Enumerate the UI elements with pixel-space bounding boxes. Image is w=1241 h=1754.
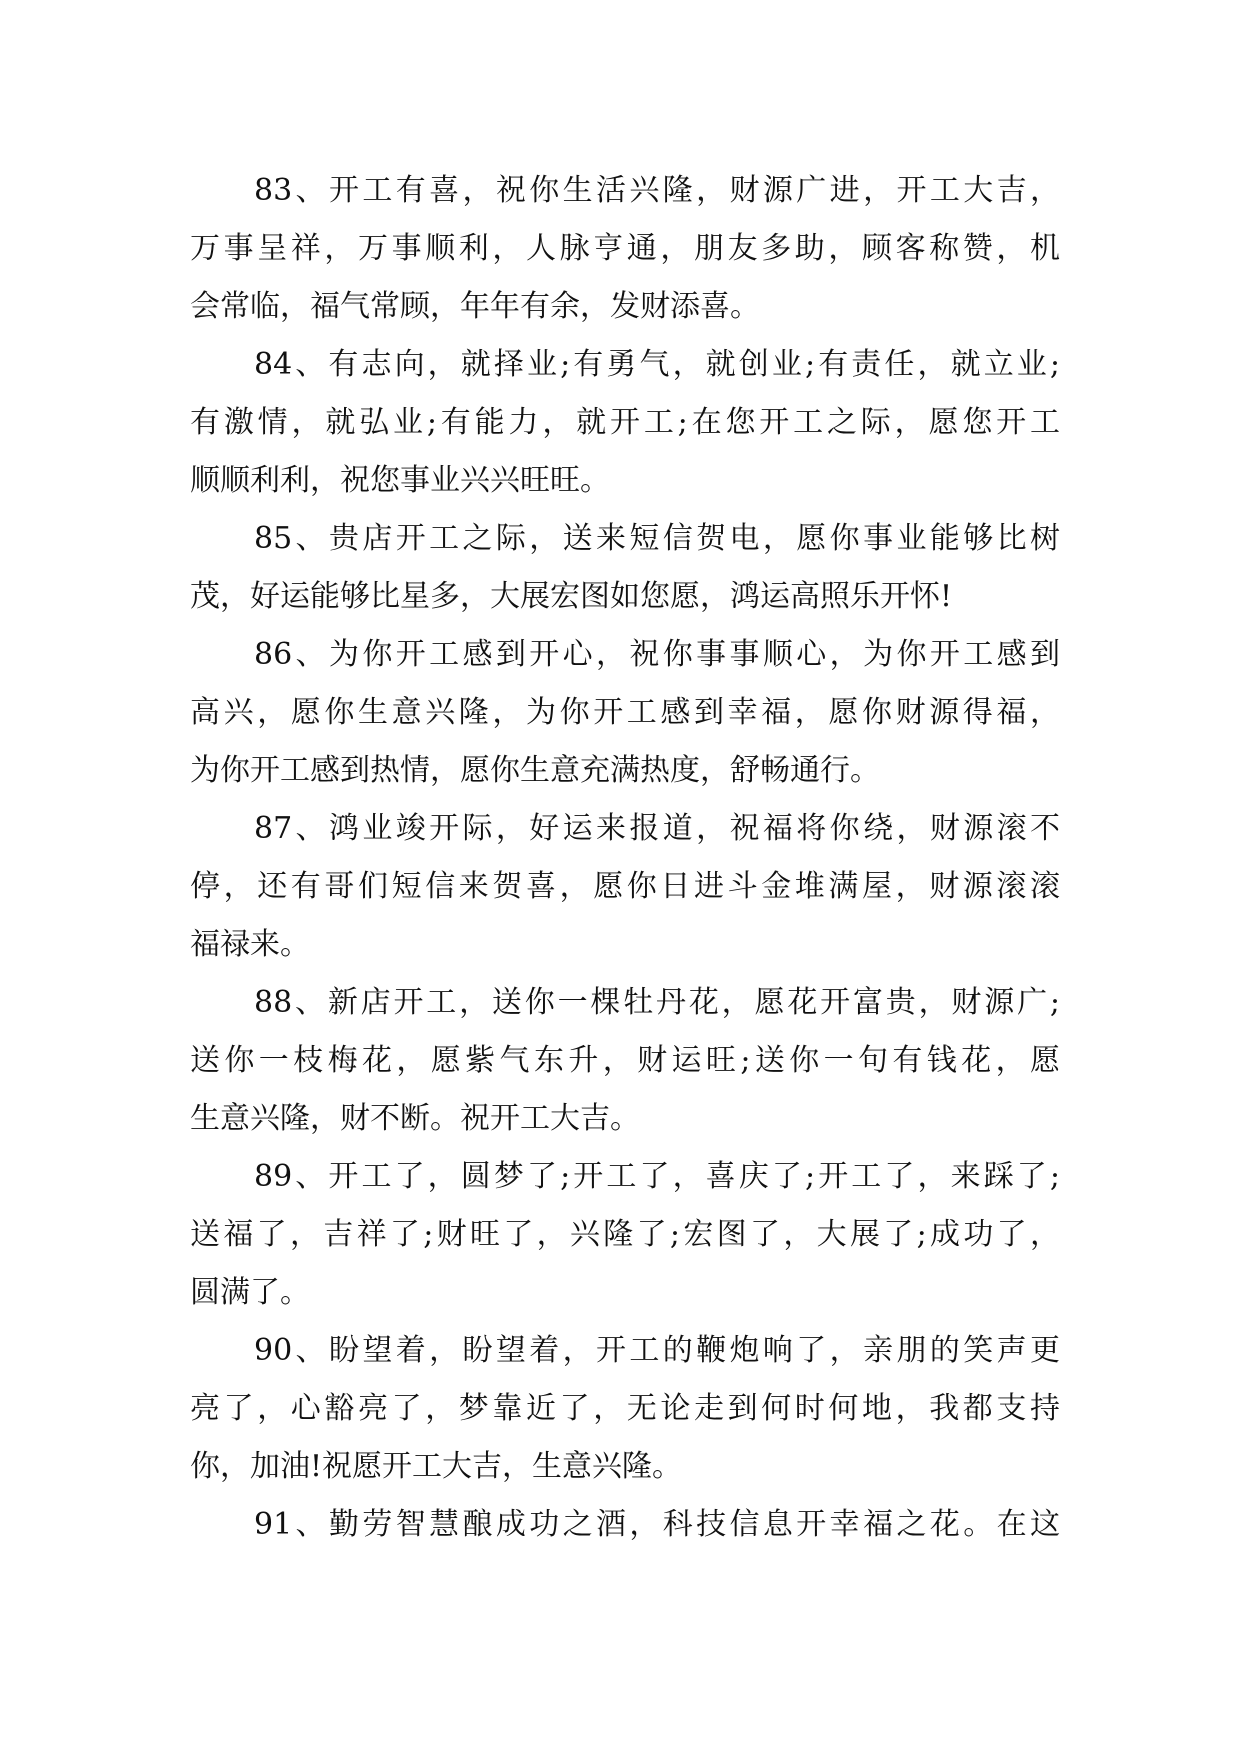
paragraph-84 (190, 336, 1060, 510)
paragraph-line: 有激情，就弘业;有能力，就开工;在您开工之际，愿您开工 (190, 405, 1060, 440)
paragraph-83 (190, 162, 1060, 336)
paragraph-line: 顺顺利利，祝您事业兴兴旺旺。 (190, 463, 610, 498)
paragraph-line: 你，加油!祝愿开工大吉，生意兴隆。 (190, 1449, 683, 1484)
paragraph-line: 90、盼望着，盼望着，开工的鞭炮响了，亲朋的笑声更 (254, 1333, 1060, 1368)
paragraph-line: 高兴，愿你生意兴隆，为你开工感到幸福，愿你财源得福， (190, 695, 1060, 730)
paragraph-line: 85、贵店开工之际，送来短信贺电，愿你事业能够比树 (254, 521, 1060, 556)
paragraph-line: 88、新店开工，送你一棵牡丹花，愿花开富贵，财源广; (254, 985, 1060, 1020)
paragraph-line: 86、为你开工感到开心，祝你事事顺心，为你开工感到 (254, 637, 1060, 672)
document-body (190, 162, 1060, 1554)
paragraph-88 (190, 974, 1060, 1148)
paragraph-line: 生意兴隆，财不断。祝开工大吉。 (190, 1101, 640, 1136)
paragraph-86 (190, 626, 1060, 800)
paragraph-89 (190, 1148, 1060, 1322)
paragraph-90 (190, 1322, 1060, 1496)
paragraph-85 (190, 510, 1060, 626)
paragraph-line: 84、有志向，就择业;有勇气，就创业;有责任，就立业; (254, 347, 1060, 382)
paragraph-line: 停，还有哥们短信来贺喜，愿你日进斗金堆满屋，财源滚滚 (190, 869, 1060, 904)
paragraph-line: 89、开工了，圆梦了;开工了，喜庆了;开工了，来踩了; (254, 1159, 1060, 1194)
paragraph-line: 茂，好运能够比星多，大展宏图如您愿，鸿运高照乐开怀! (190, 579, 953, 614)
paragraph-line: 圆满了。 (190, 1275, 310, 1310)
paragraph-line: 福禄来。 (190, 927, 310, 962)
paragraph-line: 送福了，吉祥了;财旺了，兴隆了;宏图了，大展了;成功了， (190, 1217, 1060, 1252)
paragraph-line: 91、勤劳智慧酿成功之酒，科技信息开幸福之花。在这 (254, 1507, 1060, 1542)
paragraph-line: 会常临，福气常顾，年年有余，发财添喜。 (190, 289, 760, 324)
paragraph-line: 送你一枝梅花，愿紫气东升，财运旺;送你一句有钱花，愿 (190, 1043, 1060, 1078)
paragraph-line: 为你开工感到热情，愿你生意充满热度，舒畅通行。 (190, 753, 880, 788)
paragraph-91 (190, 1496, 1060, 1554)
paragraph-line: 亮了，心豁亮了，梦靠近了，无论走到何时何地，我都支持 (190, 1391, 1060, 1426)
paragraph-line: 83、开工有喜，祝你生活兴隆，财源广进，开工大吉， (254, 173, 1060, 208)
paragraph-87 (190, 800, 1060, 974)
paragraph-line: 万事呈祥，万事顺利，人脉亨通，朋友多助，顾客称赞，机 (190, 231, 1060, 266)
paragraph-line: 87、鸿业竣开际，好运来报道，祝福将你绕，财源滚不 (254, 811, 1060, 846)
